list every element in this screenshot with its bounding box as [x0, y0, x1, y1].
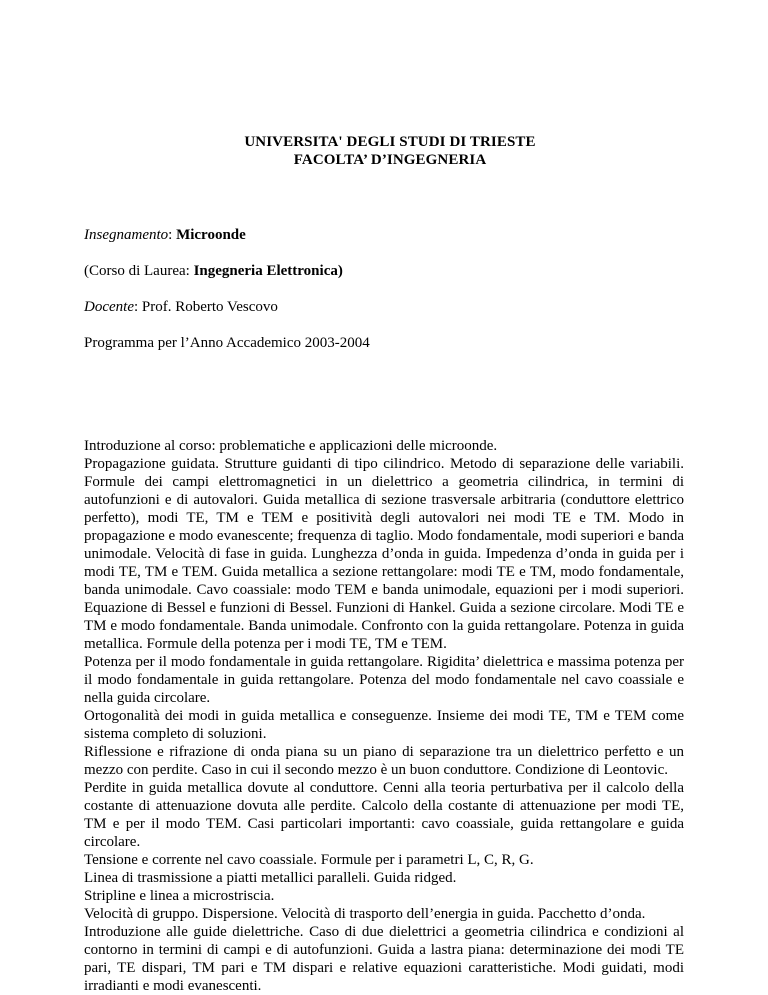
course-label: Insegnamento	[84, 227, 169, 243]
course-separator: :	[168, 227, 177, 243]
program-paragraph: Introduzione alle guide dielettriche. Caso di due dielettrici a geometria cilindrica e condizioni al contorno in termini di campi e di autofunzioni. Guida a lastra piana: determinazione dei modi TE pari, TE dispari, TM pari e TM dispari e relative equazioni caratteristiche. Modi guidati, modi irradianti e modi evanescenti.	[84, 924, 684, 994]
degree-line	[84, 262, 343, 280]
program-paragraph: Stripline e linea a microstriscia.	[84, 888, 275, 904]
university-name: UNIVERSITA' DEGLI STUDI DI TRIESTE	[244, 134, 536, 150]
program-paragraph: Ortogonalità dei modi in guida metallica e conseguenze. Insieme dei modi TE, TM e TEM come sistema completo di soluzioni.	[84, 708, 684, 742]
program-paragraph: Introduzione al corso: problematiche e applicazioni delle microonde.	[84, 438, 498, 454]
program-title: Programma per l’Anno Accademico 2003-2004	[84, 335, 370, 351]
faculty-name: FACOLTA’ D’INGEGNERIA	[293, 152, 487, 168]
program-content	[84, 437, 684, 995]
program-paragraph: Perdite in guida metallica dovute al conduttore. Cenni alla teoria perturbativa per il calcolo della costante di attenuazione dovuta alle perdite. Calcolo della costante di attenuazione per modi TE, TM e per il modo TEM. Casi particolari importanti: cavo coassiale, guida rettangolare e guida circolare.	[84, 780, 684, 850]
program-paragraph: Potenza per il modo fondamentale in guida rettangolare. Rigidita’ dielettrica e massima potenza per il modo fondamentale in guida rettangolare. Potenza del modo fondamentale nel cavo coassiale e nella guida circolare.	[84, 654, 684, 706]
degree-name: Ingegneria Elettronica)	[193, 263, 343, 279]
program-paragraph: Riflessione e rifrazione di onda piana su un piano di separazione tra un dielettrico perfetto e un mezzo con perdite. Caso in cui il secondo mezzo è un buon conduttore. Condizione di Leontovic.	[84, 744, 684, 778]
document-header	[0, 133, 768, 169]
teacher-label: Docente	[84, 299, 134, 315]
program-paragraph: Velocità di gruppo. Dispersione. Velocità di trasporto dell’energia in guida. Pacchetto d’onda.	[84, 906, 646, 922]
teacher-name: : Prof. Roberto Vescovo	[133, 299, 278, 315]
program-paragraph: Linea di trasmissione a piatti metallici paralleli. Guida ridged.	[84, 870, 457, 886]
teacher-line	[84, 298, 278, 316]
course-name: Microonde	[176, 227, 246, 243]
degree-prefix: (Corso di Laurea:	[84, 263, 194, 279]
course-line	[84, 226, 246, 244]
program-paragraph: Propagazione guidata. Strutture guidanti di tipo cilindrico. Metodo di separazione delle variabili. Formule dei campi elettromagnetici in un dielettrico a geometria cilindrica, in termini di autofunzioni e di autovalori. Guida metallica di sezione trasversale arbitraria (conduttore elettrico perfetto), modi TE, TM e TEM e positività degli autovalori nei modi TE e TM. Modo in propagazione e modo evanescente; frequenza di taglio. Modo fondamentale, modi superiori e banda unimodale. Velocità di fase in guida. Lunghezza d’onda in guida. Impedenza d’onda in guida per i modi TE, TM e TEM. Guida metallica a sezione rettangolare: modi TE e TM, modo fondamentale, banda unimodale. Cavo coassiale: modo TEM e banda unimodale, equazioni per i modi superiori. Equazione di Bessel e funzioni di Bessel. Funzioni di Hankel. Guida a sezione circolare. Modi TE e TM e modo fondamentale. Banda unimodale. Confronto con la guida rettangolare. Potenza in guida metallica. Formule della potenza per i modi TE, TM e TEM.	[84, 456, 684, 652]
program-paragraph: Tensione e corrente nel cavo coassiale. Formule per i parametri L, C, R, G.	[84, 852, 534, 868]
